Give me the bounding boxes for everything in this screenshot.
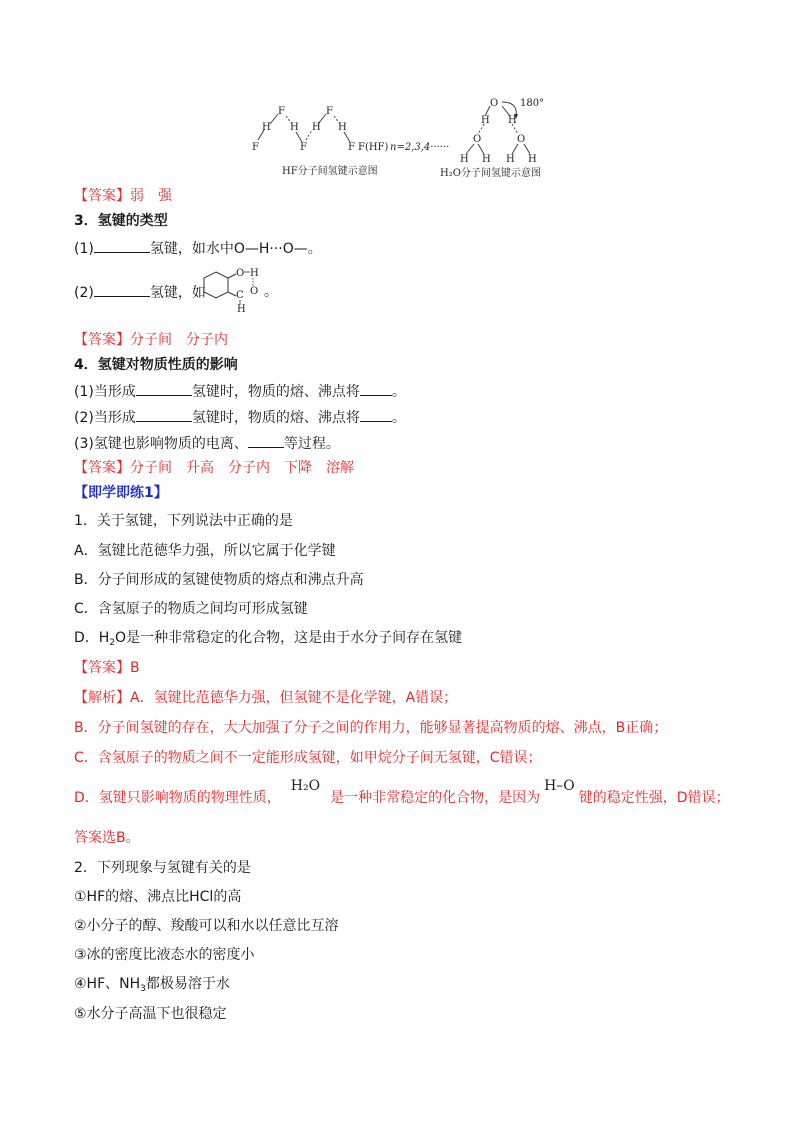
q1-option-d[interactable]: D．$H_2O$是一种非常稳定的化合物，这是由于水分子间存在氢键 — [74, 630, 463, 648]
q1-explanation-b: B．分子间氢键的存在，大大加强了分子之间的作用力，能够显著提高物质的熔、沸点，B正确； — [74, 720, 668, 736]
sec3-item-2-end: 。 — [264, 284, 278, 300]
sec4-item-2: (2)当形成 氢键时，物质的熔、沸点将 。 — [74, 407, 406, 428]
h2o-network-diagram — [466, 102, 530, 154]
svg-text:H: H — [528, 154, 537, 165]
svg-text:H: H — [312, 122, 321, 133]
q2-item-2: ②小分子的醇、羧酸可以和水以任意比互溶 — [74, 918, 339, 934]
svg-text:H: H — [290, 122, 299, 133]
q1-explanation-d: D．氢键只影响物质的物理性质，H₂O是一种非常稳定的化合物，是因为H–O键的稳定性强，D错误； — [74, 778, 730, 806]
answer-sec3: 【答案】分子间 分子内 — [74, 332, 228, 348]
svg-text:F: F — [278, 106, 285, 117]
sec4-item-1: (1)当形成 氢键时，物质的熔、沸点将 。 — [74, 381, 406, 402]
svg-text:H: H — [460, 154, 469, 165]
svg-text:O: O — [490, 98, 499, 109]
blank[interactable] — [360, 407, 392, 422]
svg-text:O: O — [473, 134, 482, 145]
q1-answer: 【答案】B — [74, 660, 140, 676]
svg-text:H: H — [481, 115, 490, 126]
section-4-title: 4．氢键对物质性质的影响 — [74, 357, 238, 373]
svg-text:H: H — [237, 304, 246, 315]
sec3-item-2: (2) 氢键，如 — [74, 282, 206, 303]
practice-title: 【即学即练1】 — [74, 485, 168, 501]
svg-text:H: H — [506, 154, 515, 165]
svg-text:H: H — [338, 122, 347, 133]
section-3-title: 3．氢键的类型 — [74, 213, 168, 229]
salicylaldehyde-structure-icon — [200, 264, 262, 316]
q1-explanation-c: C．含氢原子的物质之间不一定能形成氢键，如甲烷分子间无氢键，C错误； — [74, 750, 542, 766]
svg-text:H: H — [250, 268, 259, 279]
hf-chain-diagram — [258, 114, 350, 142]
q1-stem: 1．关于氢键，下列说法中正确的是 — [74, 513, 293, 529]
blank[interactable] — [94, 282, 150, 297]
svg-text:H: H — [262, 122, 271, 133]
q1-option-b[interactable]: B．分子间形成的氢键使物质的熔点和沸点升高 — [74, 572, 364, 588]
svg-text:F: F — [326, 106, 333, 117]
q1-option-c[interactable]: C．含氢原子的物质之间均可形成氢键 — [74, 601, 308, 617]
angle-label: 180° — [520, 98, 545, 109]
hf-formula-label: F(HF) — [358, 142, 389, 153]
blank[interactable] — [136, 407, 192, 422]
q1-option-a[interactable]: A．氢键比范德华力强，所以它属于化学键 — [74, 543, 336, 559]
svg-text:H: H — [508, 115, 517, 126]
blank[interactable] — [248, 433, 284, 448]
answer-sec4: 【答案】分子间 升高 分子内 下降 溶解 — [74, 460, 354, 476]
blank[interactable] — [94, 238, 150, 253]
svg-text:F: F — [252, 142, 259, 153]
answer-1: 【答案】弱 强 — [74, 188, 172, 204]
q1-explanation-a: 【解析】A．氢键比范德华力强，但氢键不是化学键，A错误； — [74, 690, 458, 706]
hf-caption: HF分子间氢键示意图 — [282, 166, 378, 177]
svg-text:F: F — [348, 142, 355, 153]
svg-text:F: F — [300, 142, 307, 153]
svg-text:O: O — [236, 268, 245, 279]
q2-item-3: ③冰的密度比液态水的密度小 — [74, 947, 255, 963]
svg-text:H: H — [482, 154, 491, 165]
svg-text:O: O — [517, 134, 526, 145]
q2-item-1: ①HF的熔、沸点比HCl的高 — [74, 889, 242, 905]
q2-item-5: ⑤水分子高温下也很稳定 — [74, 1006, 227, 1022]
h2o-caption: H₂O分子间氢键示意图 — [440, 168, 541, 179]
sec4-item-3: (3)氢键也影响物质的电离、 等过程。 — [74, 433, 340, 454]
q2-item-4: ④HF、$NH_3$都极易溶于水 — [74, 976, 230, 994]
svg-text:O: O — [250, 286, 259, 297]
sec3-item-1: (1) 氢键，如水中O—H···O—。 — [74, 238, 322, 259]
hydrogen-bond-diagrams — [240, 92, 560, 182]
svg-text:C: C — [236, 290, 244, 301]
hf-n-label: n=2,3,4······ — [390, 142, 450, 153]
blank[interactable] — [136, 381, 192, 396]
q1-conclusion: 答案选B。 — [74, 830, 140, 846]
q2-stem: 2．下列现象与氢键有关的是 — [74, 860, 251, 876]
blank[interactable] — [360, 381, 392, 396]
